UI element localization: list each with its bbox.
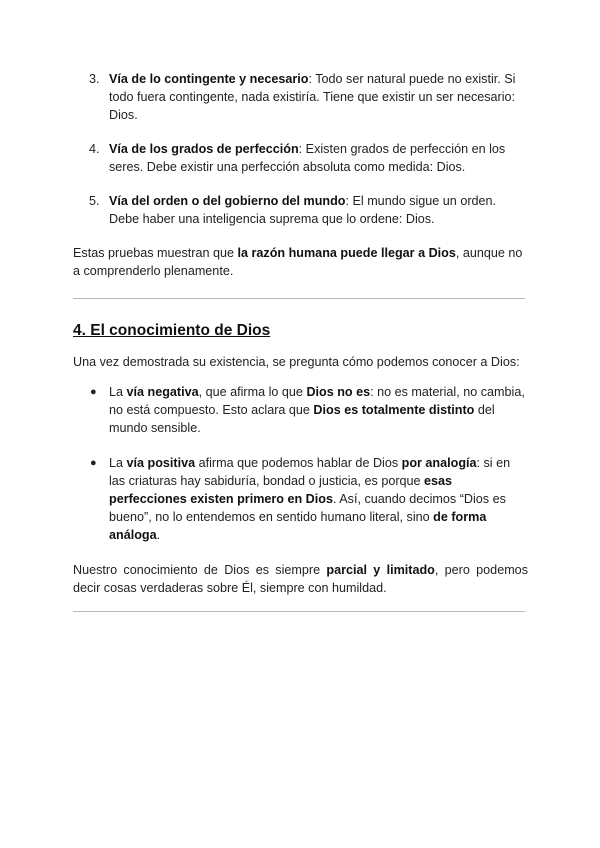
text-run: , que afirma lo que	[198, 385, 307, 399]
summary-bold: la razón humana puede llegar a Dios	[237, 246, 456, 260]
list-item-way-5	[73, 192, 528, 228]
text-run: afirma que podemos hablar de Dios	[195, 456, 402, 470]
list-number: 4.	[89, 142, 100, 156]
text-run: .	[156, 528, 161, 542]
list-number: 3.	[89, 72, 100, 86]
summary-text: Estas pruebas muestran que	[73, 246, 238, 260]
approaches-list	[73, 383, 528, 544]
way-title: Vía de lo contingente y necesario	[109, 72, 309, 86]
bold-run: por analogía	[401, 456, 477, 470]
bold-run: de forma análoga	[109, 510, 487, 542]
summary-text-end: , aunque no a comprenderlo plenamente.	[73, 246, 523, 278]
list-item-negative-way	[73, 383, 528, 437]
way-title: Vía de los grados de perfección	[109, 142, 299, 156]
way-title: Vía del orden o del gobierno del mundo	[109, 194, 346, 208]
horizontal-divider	[73, 298, 525, 299]
way-text: : Todo ser natural puede no existir. Si todo fuera contingente, nada existiría. Tiene que existir un ser necesario: Dios.	[109, 72, 516, 122]
text-run: : si en las criaturas hay sabiduría, bondad o justicia, es porque	[109, 456, 511, 488]
bold-run: vía positiva	[126, 456, 196, 470]
text-run: La	[109, 456, 127, 470]
bold-run: Dios no es	[306, 385, 371, 399]
text-run: La	[109, 385, 127, 399]
way-text: : Existen grados de perfección en los seres. Debe existir una perfección absoluta como medida: Dios.	[109, 142, 506, 174]
list-item-way-4	[73, 140, 528, 176]
text-run: . Así, cuando decimos “Dios es bueno”, no lo entendemos en sentido humano literal, sino	[109, 492, 506, 524]
closing-text-end: , pero podemos decir cosas verdaderas sobre Él, siempre con humildad.	[73, 563, 528, 595]
ways-list	[73, 70, 528, 228]
bullet-icon: ●	[90, 386, 97, 398]
section-heading: 4. El conocimiento de Dios	[73, 322, 271, 339]
summary-paragraph	[73, 244, 528, 280]
list-number: 5.	[89, 194, 100, 208]
document-content	[73, 70, 528, 612]
text-run: del mundo sensible.	[109, 403, 495, 435]
list-item-way-3	[73, 70, 528, 124]
horizontal-divider	[73, 611, 525, 612]
closing-text: Nuestro conocimiento de Dios es siempre	[73, 563, 327, 577]
intro-paragraph: Una vez demostrada su existencia, se pregunta cómo podemos conocer a Dios:	[73, 355, 520, 369]
text-run: : no es material, no cambia, no está compuesto. Esto aclara que	[109, 385, 525, 417]
bold-run: esas perfecciones existen primero en Dios	[109, 474, 453, 506]
list-item-positive-way	[73, 454, 528, 544]
closing-paragraph	[73, 561, 528, 597]
bold-run: Dios es totalmente distinto	[313, 403, 475, 417]
way-text: : El mundo sigue un orden. Debe haber una inteligencia suprema que lo ordene: Dios.	[109, 194, 497, 226]
bullet-icon: ●	[90, 457, 97, 469]
closing-bold: parcial y limitado	[326, 563, 435, 577]
bold-run: vía negativa	[126, 385, 199, 399]
